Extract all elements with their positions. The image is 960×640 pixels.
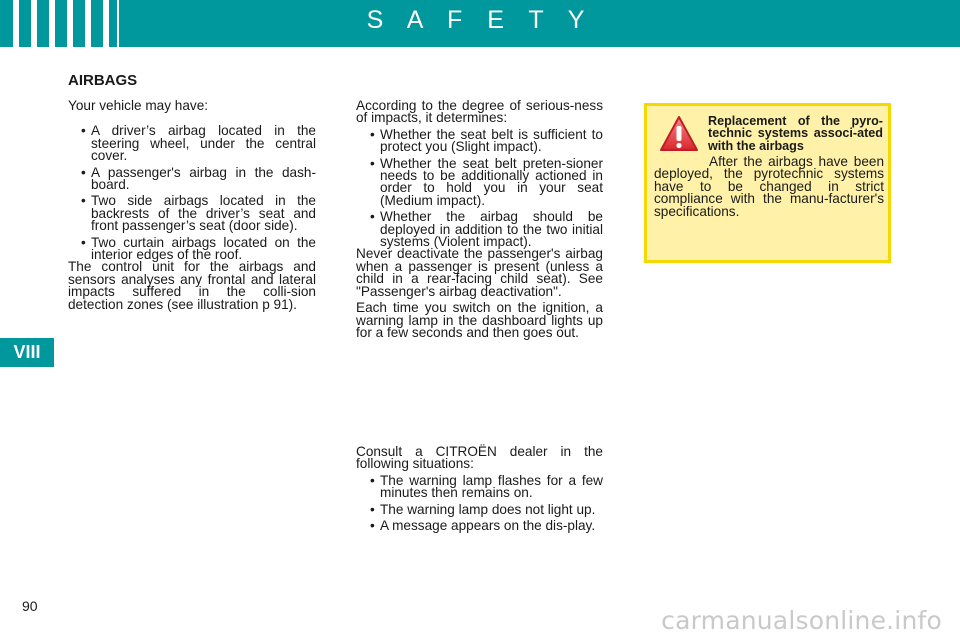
warning-triangle-icon xyxy=(659,115,699,158)
list-item: • Whether the seat belt preten-sioner needs to be additionally actioned in order to hold you in your seat (Medium impact). xyxy=(370,155,603,208)
intro-text: Your vehicle may have: xyxy=(68,98,209,113)
left-column xyxy=(68,73,316,311)
middle-column xyxy=(356,100,603,339)
body-paragraph: Each time you switch on the ignition, a warning lamp in the dashboard lights up for a few seconds and then goes out. xyxy=(356,300,603,340)
chapter-tab: VIII xyxy=(0,338,54,367)
list-item: • A passenger's airbag in the dash-board. xyxy=(81,164,316,193)
page-title: S A F E T Y xyxy=(366,6,594,34)
list-item: • The warning lamp flashes for a few minutes then remains on. xyxy=(370,472,603,501)
body-paragraph: According to the degree of serious-ness of impacts, it determines: xyxy=(356,98,603,126)
list-item: • Two side airbags located in the backrests of the driver’s seat and front passenger’s seat (door side). xyxy=(81,193,316,234)
consult-section xyxy=(356,446,603,532)
body-paragraph: Consult a CITROËN dealer in the following situations: xyxy=(356,444,603,472)
warning-title: Replacement of the pyro-technic systems associ-ated with the airbags xyxy=(708,114,883,153)
list-item: • The warning lamp does not light up. xyxy=(370,501,596,517)
watermark: carmanualsonline.info xyxy=(661,606,942,635)
page-header xyxy=(0,0,960,47)
body-paragraph: The control unit for the airbags and sensors analyses any frontal and lateral impacts suffered in the colli-sion detection zones (see illustration p 91). xyxy=(68,259,316,312)
section-heading: AIRBAGS xyxy=(68,72,138,89)
list-item: • A driver’s airbag located in the steering wheel, under the central cover. xyxy=(81,123,316,164)
page-number: 90 xyxy=(22,598,38,614)
body-paragraph: Never deactivate the passenger's airbag when a passenger is present (unless a child in a rear-facing child seat). See "Passenger's airbag deactivation". xyxy=(356,246,603,299)
list-item: • Whether the seat belt is sufficient to protect you (Slight impact). xyxy=(370,126,603,155)
list-item: • Two curtain airbags located on the interior edges of the roof. xyxy=(81,234,316,263)
warning-body: After the airbags have been deployed, the pyrotechnic systems have to be changed in strict compliance with the manu-facturer's specifications. xyxy=(654,154,884,219)
warning-box xyxy=(644,103,891,263)
list-item: • A message appears on the dis-play. xyxy=(370,518,596,534)
list-item: • Whether the airbag should be deployed in addition to the two initial systems (Violent impact). xyxy=(370,209,603,250)
